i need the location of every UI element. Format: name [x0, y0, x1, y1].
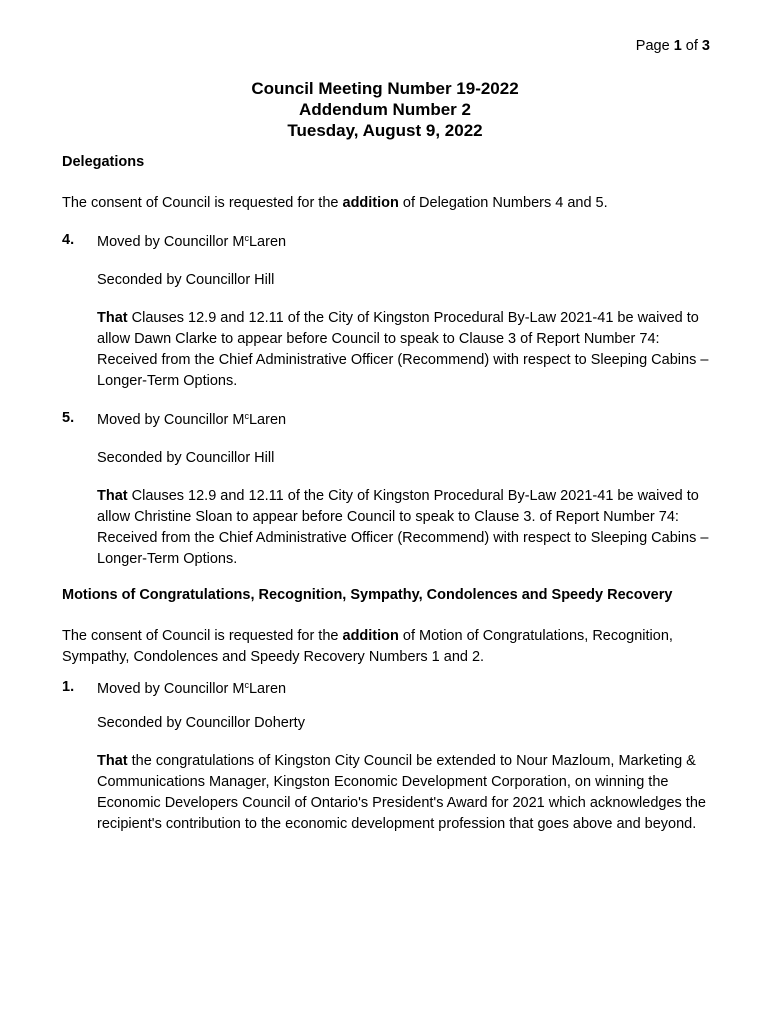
page-word: Page [635, 38, 670, 54]
item-number: 4. [62, 232, 75, 248]
page-number [636, 38, 710, 54]
item-number: 1. [62, 679, 75, 695]
intro-text: of Delegation Numbers 4 and 5. [398, 195, 608, 211]
seconded-by: Seconded by Councillor Hill [97, 272, 275, 288]
motions-intro [62, 626, 712, 668]
page-of: of [685, 38, 698, 54]
intro-bold: addition [342, 628, 399, 644]
moved-by [97, 410, 712, 431]
intro-text: The consent of Council is requested for the [62, 195, 343, 211]
document-title [0, 78, 770, 141]
moved-sup: c [244, 411, 249, 421]
motion-text [97, 308, 712, 392]
title-line-1: Council Meeting Number 19-2022 [251, 79, 519, 98]
motions-heading: Motions of Congratulations, Recognition, Sympathy, Condolences and Speedy Recovery [62, 587, 673, 603]
seconded-by: Seconded by Councillor Hill [97, 450, 275, 466]
moved-text: Moved by Councillor M [97, 412, 245, 428]
motion-body: Clauses 12.9 and 12.11 of the City of Kingston Procedural By-Law 2021-41 be waived to allow Dawn Clarke to appear before Council to speak to Clause 3 of Report Number 74: Received from the Chief Administrative Officer (Recommend) with respect to Sleeping Cabins – Longer-Term Options. [97, 310, 709, 389]
delegations-intro [62, 193, 712, 214]
moved-text: Moved by Councillor M [97, 234, 245, 250]
delegations-heading: Delegations [62, 154, 145, 170]
moved-text: Laren [248, 681, 287, 697]
that-word: That [97, 488, 128, 504]
motion-text [97, 486, 712, 570]
motion-body: Clauses 12.9 and 12.11 of the City of Kingston Procedural By-Law 2021-41 be waived to allow Christine Sloan to appear before Council to speak to Clause 3. of Report Number 74: Received from the Chief Administrative Officer (Recommend) with respect to Sleeping Cabins – Longer-Term Options. [97, 488, 709, 567]
moved-text: Laren [248, 412, 287, 428]
motion-body: the congratulations of Kingston City Council be extended to Nour Mazloum, Marketing & Communications Manager, Kingston Economic Development Corporation, on winning the Economic Developers Council of Ontario's President's Award for 2021 which acknowledges the recipient's contribution to the economic development profession that goes above and beyond. [97, 753, 706, 832]
moved-sup: c [244, 680, 249, 690]
title-line-2: Addendum Number 2 [299, 100, 471, 119]
intro-bold: addition [342, 195, 399, 211]
that-word: That [97, 310, 128, 326]
moved-by [97, 679, 712, 700]
page-current: 1 [673, 38, 682, 54]
moved-by [97, 232, 712, 253]
motion-text [97, 751, 712, 835]
seconded-by: Seconded by Councillor Doherty [97, 715, 305, 731]
moved-sup: c [244, 233, 249, 243]
intro-text: The consent of Council is requested for the [62, 628, 343, 644]
page-total: 3 [701, 38, 710, 54]
item-number: 5. [62, 410, 75, 426]
that-word: That [97, 753, 128, 769]
moved-text: Moved by Councillor M [97, 681, 245, 697]
intro-text: of Motion of Congratulations, Recognition, Sympathy, Condolences and Speedy Recovery Numbers 1 and 2. [62, 628, 673, 665]
title-line-3: Tuesday, August 9, 2022 [287, 121, 483, 140]
moved-text: Laren [248, 234, 287, 250]
